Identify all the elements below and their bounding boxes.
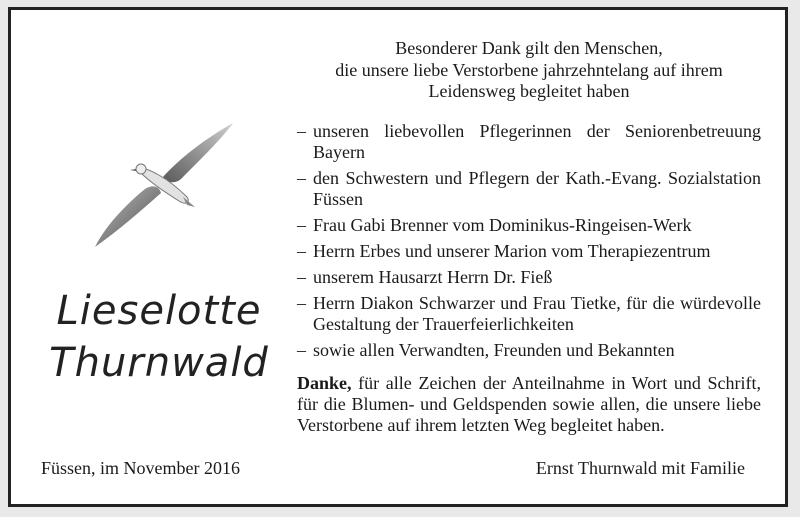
dash-bullet: – — [297, 168, 306, 188]
dash-bullet: – — [297, 241, 306, 261]
list-item-text: unseren liebevollen Pflegerinnen der Seniorenbetreuung Bayern — [313, 121, 761, 162]
dash-bullet: – — [297, 267, 306, 287]
intro-line: die unsere liebe Verstorbene jahrzehntelang auf ihrem — [335, 59, 723, 80]
list-item — [297, 168, 761, 210]
intro-line: Besonderer Dank gilt den Menschen, — [395, 38, 663, 58]
intro-text — [297, 38, 761, 103]
list-item-text: unserem Hausarzt Herrn Dr. Fieß — [313, 267, 553, 287]
list-item-text: Herrn Diakon Schwarzer und Frau Tietke, für die würdevolle Gestaltung der Trauerfeierlichkeiten — [313, 293, 761, 334]
intro-line: Leidensweg begleitet haben — [428, 81, 630, 101]
thanks-list — [297, 121, 761, 366]
list-item-text: sowie allen Verwandten, Freunden und Bekannten — [313, 340, 675, 360]
dash-bullet: – — [297, 293, 306, 313]
dash-bullet: – — [297, 215, 306, 235]
list-item — [297, 340, 761, 361]
seagull-icon — [83, 115, 243, 255]
obituary-card — [8, 7, 788, 507]
deceased-first-name: Lieselotte — [56, 288, 262, 334]
thanks-text: für alle Zeichen der Anteilnahme in Wort und Schrift, für die Blumen- und Geldspenden sowie allen, die unsere liebe Verstorbene auf ihrem letzten Weg begleitet haben. — [297, 373, 761, 435]
list-item — [297, 215, 761, 236]
dash-bullet: – — [297, 121, 306, 141]
list-item — [297, 241, 761, 262]
place-date: Füssen, im November 2016 — [41, 458, 240, 478]
list-item — [297, 121, 761, 163]
signature: Ernst Thurnwald mit Familie — [535, 458, 745, 478]
list-item-text: Herrn Erbes und unserer Marion vom Therapiezentrum — [313, 241, 711, 261]
dash-bullet: – — [297, 340, 306, 360]
thanks-paragraph — [297, 373, 761, 436]
list-item — [297, 293, 761, 335]
list-item — [297, 267, 761, 288]
deceased-last-name: Thurnwald — [49, 340, 269, 386]
list-item-text: den Schwestern und Pflegern der Kath.-Evang. Sozialstation Füssen — [313, 168, 761, 209]
list-item-text: Frau Gabi Brenner vom Dominikus-Ringeisen-Werk — [313, 215, 692, 235]
thanks-bold: Danke, — [297, 373, 352, 393]
